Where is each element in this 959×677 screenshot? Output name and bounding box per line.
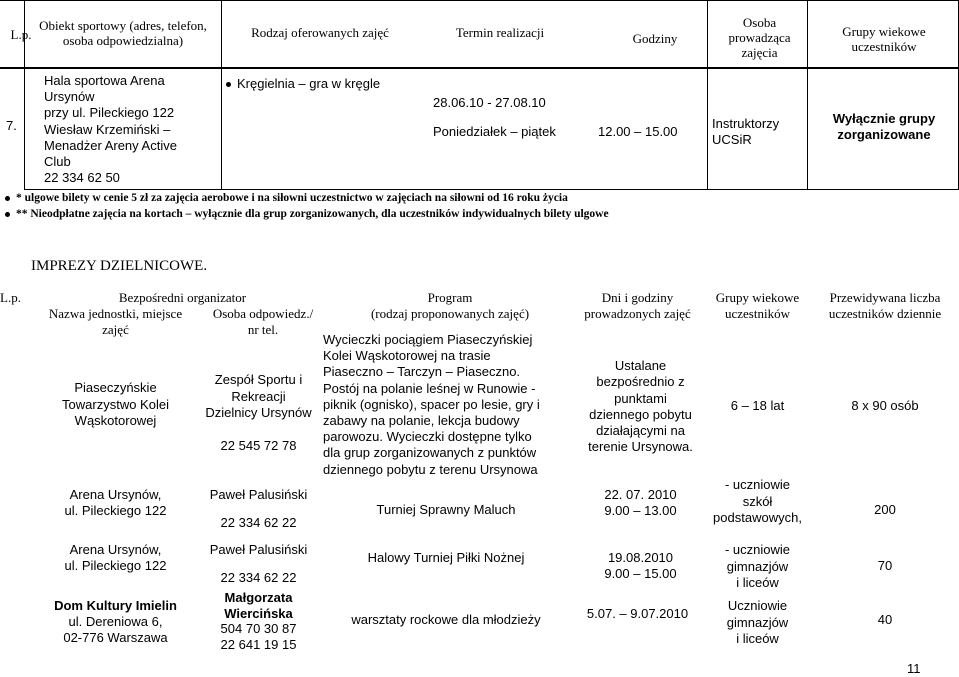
table-row-4-age [700, 598, 815, 648]
cell-line: podstawowych, [713, 510, 802, 525]
events-header-age [700, 290, 815, 322]
header-object-line: osoba odpowiedzialna) [62, 33, 184, 48]
cell-line: 22. 07. 2010 [604, 487, 677, 502]
table-row-1-program [323, 332, 569, 478]
cell-line: ul. Pileckiego 122 [64, 503, 167, 518]
events-header-days [575, 290, 700, 322]
header-type: Rodzaj oferowanych zajęć [251, 25, 389, 40]
cell-line: Wąskotorowej [74, 413, 157, 428]
cell-line: Paweł Palusiński [209, 487, 308, 502]
cell-line: dla grup zorganizowanych z punktów [323, 445, 537, 461]
table-row-1-count: 8 x 90 osób [851, 398, 919, 413]
header-line: uczestników dziennie [828, 306, 942, 321]
table-row-2-age [700, 477, 815, 527]
cell-line: Ustalane [614, 358, 667, 373]
bullet-icon [226, 82, 231, 87]
row-type [226, 76, 380, 92]
cell-line: Dzielnicy Ursynów [205, 405, 312, 420]
cell-line: 504 70 30 87 [220, 621, 297, 636]
cell-line: Dom Kultury Imielin [54, 598, 177, 613]
cell-line: Piaseczno – Tarczyn – Piaseczno. [323, 364, 521, 380]
cell-line: szkół [742, 493, 773, 509]
header-line: Grupy wiekowe [715, 290, 800, 305]
header-line: Przewidywana liczba [829, 290, 941, 305]
cell-line [196, 503, 321, 515]
cell-line: piknik (ognisko), spacer po lesie, gry i [323, 396, 540, 412]
header-line: Nazwa jednostki, miejsce [48, 306, 183, 321]
row-lp: 7. [6, 118, 17, 133]
age-line: zorganizowane [837, 127, 931, 142]
cell-line: - uczniowie [724, 542, 791, 557]
events-header-unit [28, 306, 203, 338]
cell-line: gimnazjów [726, 558, 789, 574]
note-2 [5, 208, 609, 220]
table-row-1-age: 6 – 18 lat [730, 398, 785, 413]
object-line: Menadżer Areny Active [44, 137, 177, 153]
table-row-2-program: Turniej Sprawny Maluch [376, 502, 516, 517]
table-row-4-count: 40 [877, 612, 893, 627]
table-row-3-count: 70 [877, 558, 893, 573]
cell-line: Wycieczki pociągiem Piaseczyńskiej [323, 332, 533, 347]
cell-line: Postój na polanie leśnej w Runowie - [323, 380, 536, 396]
bullet-icon [5, 196, 10, 201]
table-row-3-contact [196, 542, 321, 586]
table-row-1-days [578, 358, 703, 456]
cell-line: 9.00 – 15.00 [604, 566, 677, 581]
row-term-dates: 28.06.10 - 27.08.10 [433, 95, 546, 110]
column-divider [707, 0, 708, 190]
header-line: Osoba odpowiedz./ [212, 306, 314, 321]
cell-line: Rekreacji [231, 388, 286, 404]
cell-line: i liceów [736, 575, 779, 590]
object-line: Wiesław Krzemiński – [44, 121, 171, 137]
row-type-label: Kręgielnia – gra w kręgle [237, 76, 381, 91]
events-header-count [815, 290, 955, 322]
header-line: zajęć [102, 322, 129, 337]
cell-line: działającymi na [596, 423, 685, 439]
cell-line: bezpośrednio z [596, 374, 685, 390]
note-1 [5, 192, 568, 204]
cell-line: punktami [614, 390, 667, 406]
header-leader [712, 15, 807, 60]
cell-line: parowozu. Wycieczki dostępne tylko [323, 429, 532, 445]
header-line: nr tel. [247, 322, 279, 337]
header-age-line: Grupy wiekowe [842, 24, 926, 39]
header-hours: Godziny [632, 31, 678, 46]
note-text: ** Nieodpłatne zajęcia na kortach – wyłącznie dla grup zorganizowanych, dla uczestników indywidualnych bilety ulgowe [16, 208, 609, 220]
row-leader [712, 116, 807, 148]
cell-line: 22 334 62 22 [220, 515, 297, 530]
header-line: Program [427, 290, 473, 305]
cell-line: 22 334 62 22 [220, 570, 297, 585]
cell-line: zabawy na polanie, lekcja budowy [323, 413, 520, 429]
row-term-days: Poniedziałek – piątek [433, 124, 556, 139]
table-row-1-unit [28, 380, 203, 430]
cell-line: dziennego pobytu [589, 406, 692, 422]
header-age [810, 24, 958, 54]
header-lp: L.p. [10, 27, 32, 42]
cell-line: 19.08.2010 [607, 550, 674, 565]
table-border-top [0, 0, 959, 1]
object-line: Club [44, 154, 71, 170]
header-leader-line: Osoba [742, 15, 777, 30]
column-divider [807, 0, 808, 190]
table-row-4-program: warsztaty rockowe dla młodzieży [351, 612, 541, 627]
header-line: prowadzonych zajęć [584, 306, 691, 321]
column-divider [221, 0, 222, 190]
cell-line: 22 545 72 78 [220, 437, 297, 453]
cell-line: Uczniowie [727, 598, 788, 613]
header-leader-line: prowadząca [728, 30, 791, 45]
row-age [810, 111, 958, 143]
cell-line [196, 558, 321, 570]
cell-line: Paweł Palusiński [209, 542, 308, 557]
leader-line: UCSiR [712, 132, 752, 147]
page-number: 11 [907, 661, 921, 676]
table-row-2-contact [196, 487, 321, 531]
table-row-3-unit [28, 542, 203, 574]
cell-line: Kolei Wąskotorowej na trasie [323, 348, 491, 364]
events-header-program [330, 290, 570, 322]
note-text: * ulgowe bilety w cenie 5 zł za zajęcia aerobowe i na siłowni uczestnictwo w zajęciach na siłowni od 16 roku życia [16, 192, 568, 204]
header-line: (rodzaj proponowanych zajęć) [370, 306, 530, 321]
events-header-contact [203, 306, 323, 338]
cell-line: i liceów [736, 631, 779, 646]
events-header-lp: L.p. [0, 290, 21, 305]
cell-line: Towarzystwo Kolei [62, 396, 169, 412]
cell-line: Piaseczyńskie [74, 380, 157, 395]
table-row-2-count: 200 [874, 502, 896, 517]
header-age-line: uczestników [851, 39, 917, 54]
cell-line: Arena Ursynów, [69, 542, 162, 557]
bullet-icon [5, 212, 10, 217]
cell-line: terenie Ursynowa. [588, 439, 693, 455]
leader-line: Instruktorzy [712, 116, 780, 131]
cell-line: - uczniowie [724, 477, 791, 492]
cell-line: Arena Ursynów, [69, 487, 162, 502]
table-row-divider [24, 189, 959, 190]
cell-line: Wiercińska [224, 605, 293, 621]
table-row-4-unit [28, 598, 203, 646]
object-line: Hala sportowa Arena [44, 73, 165, 88]
cell-line: ul. Pileckiego 122 [64, 558, 167, 573]
object-line: 22 334 62 50 [44, 170, 120, 186]
table-row-3-age [700, 542, 815, 592]
header-object-line: Obiekt sportowy (adres, telefon, [39, 18, 207, 33]
table-row-3-program: Halowy Turniej Piłki Nożnej [367, 550, 525, 565]
row-hours: 12.00 – 15.00 [598, 124, 678, 139]
cell-line: gimnazjów [726, 614, 789, 630]
header-term: Termin realizacji [455, 25, 545, 40]
section-title: IMPREZY DZIELNICOWE. [31, 258, 208, 274]
table-header-divider [0, 67, 959, 69]
cell-line: 02-776 Warszawa [63, 630, 168, 645]
table-row-4-contact [196, 590, 321, 652]
header-line: uczestników [725, 306, 790, 321]
table-row-2-days [578, 487, 703, 519]
table-row-1-contact [196, 372, 321, 454]
table-row-4-days: 5.07. – 9.07.2010 [586, 606, 689, 621]
table-row-3-days [578, 550, 703, 582]
table-row-2-unit [28, 487, 203, 519]
header-object [28, 18, 218, 48]
cell-line: Zespół Sportu i [214, 372, 303, 387]
header-line: Dni i godziny [601, 290, 674, 305]
cell-line: Małgorzata [224, 590, 293, 605]
cell-line: 9.00 – 13.00 [604, 503, 677, 518]
row-object [44, 73, 219, 186]
object-line: Ursynów [44, 89, 95, 105]
cell-line: ul. Dereniowa 6, [68, 614, 163, 629]
cell-line [196, 422, 321, 438]
object-line: przy ul. Pileckiego 122 [44, 105, 175, 121]
cell-line: 22 641 19 15 [220, 636, 297, 652]
events-header-organizer: Bezpośredni organizator [118, 290, 247, 305]
cell-line: dziennego pobytu z terenu Ursynowa [323, 461, 538, 477]
header-leader-line: zajęcia [741, 45, 778, 60]
age-line: Wyłącznie grupy [832, 111, 936, 126]
